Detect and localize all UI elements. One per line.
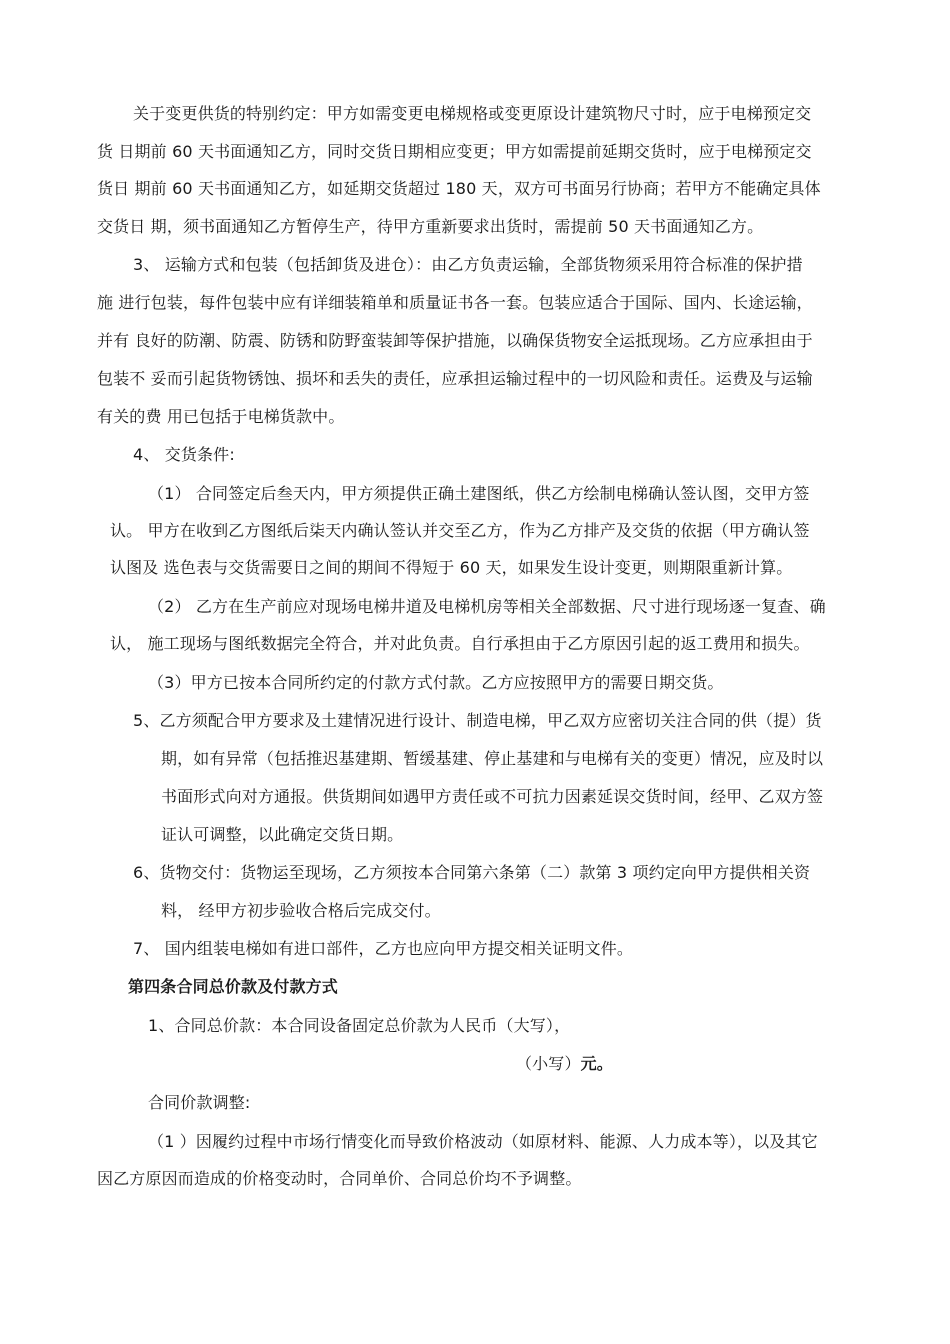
clause-4-2-line-2: 认， 施工现场与图纸数据完全符合，并对此负责。自行承担由于乙方原因引起的返工费用和损失。 [110,634,810,653]
total-price-line: 1、合同总价款：本合同设备固定总价款为人民币（大写）， [148,1016,571,1035]
price-adjust-line-2: 因乙方原因而造成的价格变动时，合同单价、合同总价均不予调整。 [97,1169,582,1188]
special-agreement-line-4: 交货日 期，须书面通知乙方暂停生产，待甲方重新要求出货时，需提前 50 天书面通知乙方。 [97,217,764,236]
clause-4-1-line-1: （1） 合同签定后叁天内，甲方须提供正确土建图纸，供乙方绘制电梯确认签认图，交甲方签 [148,484,810,503]
clause-4-2-line-1: （2） 乙方在生产前应对现场电梯井道及电梯机房等相关全部数据、尺寸进行现场逐一复查、确 [148,597,826,616]
clause-5-line-1: 5、乙方须配合甲方要求及土建情况进行设计、制造电梯，甲乙双方应密切关注合同的供（提）货 [133,711,822,730]
clause-4-1-line-3: 认图及 选色表与交货需要日之间的期间不得短于 60 天，如果发生设计变更，则期限重新计算。 [110,558,793,577]
clause-6-line-2: 料， 经甲方初步验收合格后完成交付。 [161,901,441,920]
clause-4-1-line-2: 认。 甲方在收到乙方图纸后柒天内确认签认并交至乙方，作为乙方排产及交货的依据（甲方确认签 [110,521,810,540]
clause-4-3: （3）甲方已按本合同所约定的付款方式付款。乙方应按照甲方的需要日期交货。 [148,673,724,692]
clause-3-line-4: 包装不 妥而引起货物锈蚀、损坏和丢失的责任，应承担运输过程中的一切风险和责任。运费及与运输 [97,369,813,388]
special-agreement-line-2: 货 日期前 60 天书面通知乙方，同时交货日期相应变更；甲方如需提前延期交货时，应于电梯预定交 [97,142,812,161]
clause-3-line-1: 3、 运输方式和包装（包括卸货及进仓）：由乙方负责运输，全部货物须采用符合标准的保护措 [133,255,803,274]
special-agreement-line-3: 货日 期前 60 天书面通知乙方，如延期交货超过 180 天，双方可书面另行协商；若甲方不能确定具体 [97,179,821,198]
price-unit: 元。 [580,1054,613,1073]
special-agreement-line-1: 关于变更供货的特别约定：甲方如需变更电梯规格或变更原设计建筑物尺寸时，应于电梯预定交 [133,104,812,123]
clause-3-line-3: 并有 良好的防潮、防震、防锈和防野蛮装卸等保护措施，以确保货物安全运抵现场。乙方应承担由于 [97,331,813,350]
article-4-heading: 第四条合同总价款及付款方式 [128,977,338,996]
clause-5-line-4: 证认可调整，以此确定交货日期。 [161,825,404,844]
clause-5-line-3: 书面形式向对方通报。供货期间如遇甲方责任或不可抗力因素延误交货时间，经甲、乙双方签 [161,787,824,806]
clause-7: 7、 国内组装电梯如有进口部件，乙方也应向甲方提交相关证明文件。 [133,939,634,958]
total-price-small-label [516,1053,613,1075]
clause-3-line-2: 施 进行包装，每件包装中应有详细装箱单和质量证书各一套。包装应适合于国际、国内、长途运输， [97,293,813,312]
price-adjust-line-1: （1 ）因履约过程中市场行情变化而导致价格波动（如原材料、能源、人力成本等），以及其它 [148,1132,818,1151]
price-adjust-title: 合同价款调整: [148,1093,251,1112]
clause-4-title: 4、 交货条件: [133,445,235,464]
clause-5-line-2: 期，如有异常（包括推迟基建期、暂缓基建、停止基建和与电梯有关的变更）情况，应及时以 [161,749,824,768]
clause-3-line-5: 有关的费 用已包括于电梯货款中。 [97,407,345,426]
clause-6-line-1: 6、货物交付：货物运至现场，乙方须按本合同第六条第（二）款第 3 项约定向甲方提供相关资 [133,863,811,882]
price-small-text: （小写） [516,1054,581,1073]
